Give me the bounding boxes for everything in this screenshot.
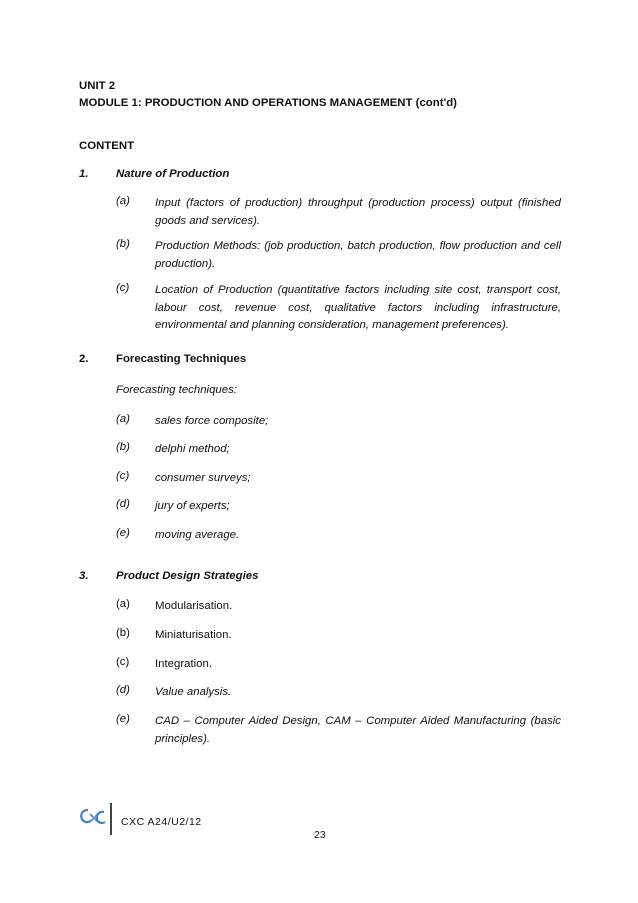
footer-divider xyxy=(110,803,112,835)
section-3-title: Product Design Strategies xyxy=(116,570,259,582)
section-3-item-a-label: (a) xyxy=(116,598,130,610)
section-3-item-e-text: CAD – Computer Aided Design, CAM – Computer Aided Manufacturing (basic principles). xyxy=(155,715,561,745)
section-3-number: 3. xyxy=(79,570,89,582)
section-3-item-d-label: (d) xyxy=(116,684,130,696)
section-3-item-b-text: Miniaturisation. xyxy=(155,629,232,641)
section-3-item-c-label: (c) xyxy=(116,656,130,668)
module-heading: MODULE 1: PRODUCTION AND OPERATIONS MANAGEMENT (cont'd) xyxy=(79,97,457,109)
section-3-item-b-label: (b) xyxy=(116,627,130,639)
section-2-item-c-label: (c) xyxy=(116,470,130,482)
section-3-item-e-label: (e) xyxy=(116,713,130,725)
section-1-item-b-label: (b) xyxy=(116,238,130,250)
section-2-number: 2. xyxy=(79,353,89,365)
content-heading: CONTENT xyxy=(79,140,135,152)
document-code: CXC A24/U2/12 xyxy=(121,816,202,828)
section-1-item-a-label: (a) xyxy=(116,195,130,207)
section-2-item-a-text: sales force composite; xyxy=(155,415,269,427)
section-2-item-e-label: (e) xyxy=(116,527,130,539)
section-1-item-b-text: Production Methods: (job production, batch production, flow production and cell production). xyxy=(155,240,561,270)
section-2-item-a-label: (a) xyxy=(116,413,130,425)
unit-heading: UNIT 2 xyxy=(79,80,116,92)
section-2-item-b-text: delphi method; xyxy=(155,443,230,455)
section-1-item-c-text: Location of Production (quantitative factors including site cost, transport cost, labour cost, revenue cost, qualitative factors including infrastructure, environmental and planning consideration, management preferences). xyxy=(155,284,561,331)
section-2-intro: Forecasting techniques: xyxy=(116,384,237,396)
section-1-number: 1. xyxy=(79,168,89,180)
section-3-item-c-text: Integration. xyxy=(155,658,212,670)
section-2-item-d-text: jury of experts; xyxy=(155,500,230,512)
section-2-item-b-label: (b) xyxy=(116,441,130,453)
section-2-item-d-label: (d) xyxy=(116,498,130,510)
section-3-item-d-text: Value analysis. xyxy=(155,686,232,698)
section-1-item-c-label: (c) xyxy=(116,282,130,294)
section-3-item-a-text: Modularisation. xyxy=(155,600,233,612)
section-2-item-e-text: moving average. xyxy=(155,529,240,541)
section-1-item-a-text: Input (factors of production) throughput (production process) output (finished goods and services). xyxy=(155,197,561,227)
section-1-title: Nature of Production xyxy=(116,168,230,180)
cxc-logo-icon xyxy=(78,806,108,828)
section-2-title: Forecasting Techniques xyxy=(116,353,247,365)
section-2-item-c-text: consumer surveys; xyxy=(155,472,251,484)
page-number: 23 xyxy=(314,829,326,841)
